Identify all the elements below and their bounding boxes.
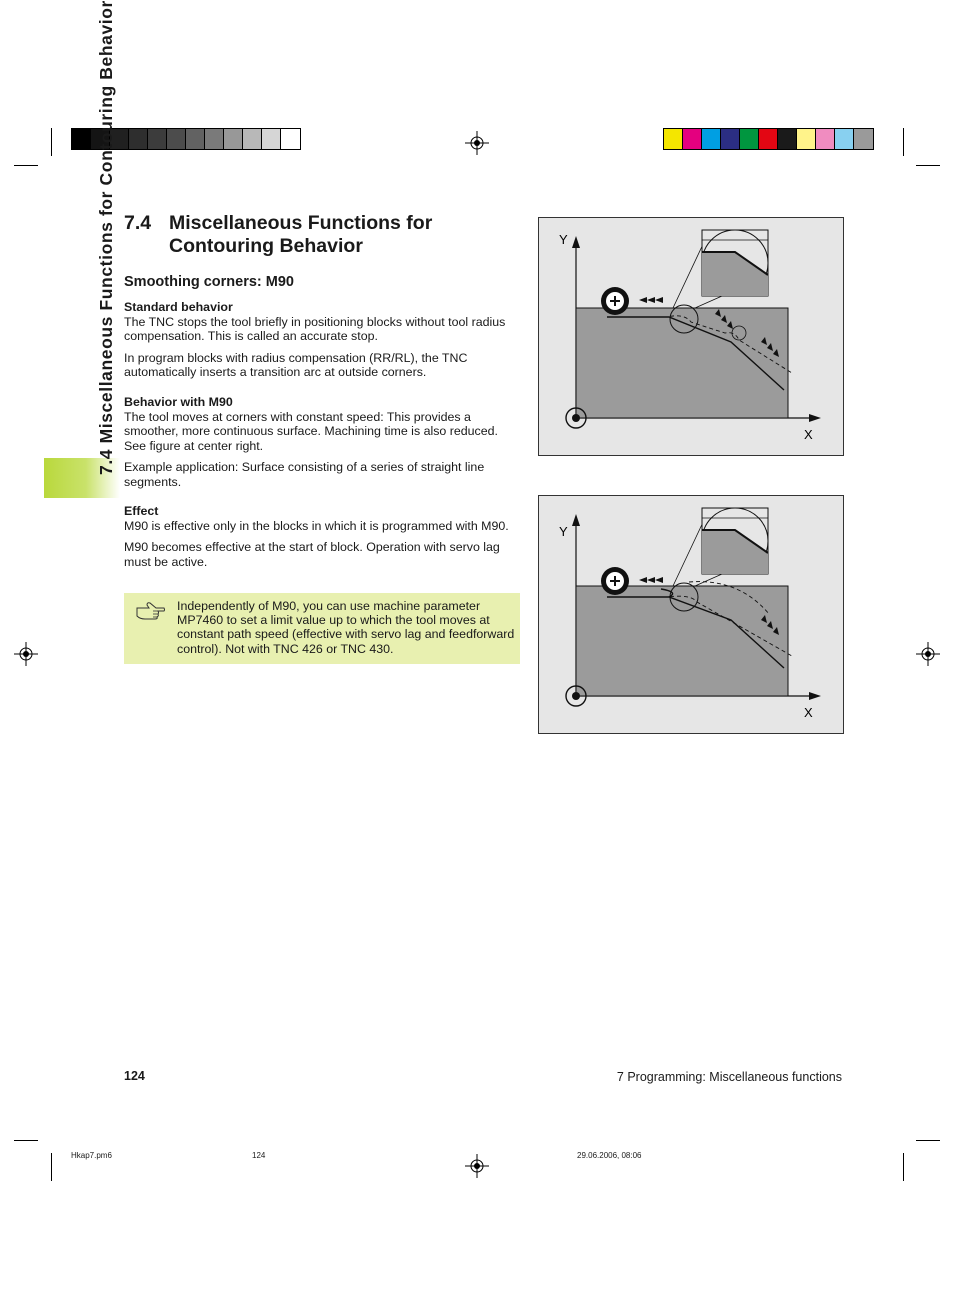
paragraph: M90 becomes effective at the start of block. Operation with servo lag must be active.: [124, 540, 500, 569]
x-axis-label: X: [804, 705, 813, 720]
crop-mark: [903, 128, 904, 156]
crop-mark: [916, 1140, 940, 1141]
color-swatch: [243, 129, 262, 149]
crop-mark: [51, 128, 52, 156]
color-swatch: [740, 129, 759, 149]
m90-behavior-title: Behavior with M90: [124, 395, 233, 409]
paragraph: The tool moves at corners with constant speed: This provides a smoother, more continuous surface. Machining time is also reduced. See figure at center right.: [124, 409, 498, 453]
registration-mark-icon: [465, 1154, 489, 1178]
note-text: Independently of M90, you can use machine parameter MP7460 to set a limit value up to which the tool moves at constant path speed (effective with servo lag and feedforward control). Not with TNC 426 or TNC 430.: [177, 599, 515, 656]
standard-behavior-title: Standard behavior: [124, 300, 233, 314]
paragraph: In program blocks with radius compensation (RR/RL), the TNC automatically inserts a transition arc at outside corners.: [124, 350, 468, 380]
paragraph: Example application: Surface consisting of a series of straight line segments.: [124, 460, 485, 489]
registration-mark-icon: [916, 642, 940, 666]
note-box: [124, 593, 520, 664]
color-swatch: [167, 129, 186, 149]
side-section-title: 7.4 Miscellaneous Functions for Contouring Behavior: [96, 0, 116, 475]
effect-title: Effect: [124, 504, 159, 518]
color-swatch: [721, 129, 740, 149]
standard-behavior-section: [124, 300, 519, 380]
paragraph: M90 is effective only in the blocks in which it is programmed with M90.: [124, 518, 509, 533]
color-swatch: [797, 129, 816, 149]
color-swatch: [224, 129, 243, 149]
m90-behavior-section: [124, 395, 519, 490]
paragraph: The TNC stops the tool briefly in positioning blocks without tool radius compensation. This is called an accurate stop.: [124, 314, 506, 344]
color-calibration-bar: [663, 128, 874, 150]
figure-standard-behavior: [538, 217, 844, 456]
section-number: 7.4: [124, 212, 152, 234]
x-axis-label: X: [804, 427, 813, 442]
crop-mark: [916, 165, 940, 166]
color-swatch: [816, 129, 835, 149]
effect-section: [124, 504, 519, 569]
crop-mark: [903, 1153, 904, 1181]
color-swatch: [778, 129, 797, 149]
crop-mark: [14, 165, 38, 166]
color-swatch: [759, 129, 778, 149]
color-swatch: [148, 129, 167, 149]
contour-diagram: [539, 496, 843, 733]
color-swatch: [835, 129, 854, 149]
crop-mark: [14, 1140, 38, 1141]
y-axis-label: Y: [559, 232, 568, 247]
chapter-footer: 7 Programming: Miscellaneous functions: [616, 1070, 842, 1084]
color-swatch: [186, 129, 205, 149]
color-swatch: [281, 129, 300, 149]
slug-page: 124: [252, 1151, 266, 1160]
subheading: Smoothing corners: M90: [124, 274, 294, 290]
registration-mark-icon: [14, 642, 38, 666]
contour-diagram: [539, 218, 843, 455]
registration-mark-icon: [465, 131, 489, 155]
color-swatch: [262, 129, 281, 149]
color-swatch: [854, 129, 873, 149]
color-swatch: [72, 129, 91, 149]
color-swatch: [683, 129, 702, 149]
y-axis-label: Y: [559, 524, 568, 539]
color-swatch: [702, 129, 721, 149]
slug-date: 29.06.2006, 08:06: [577, 1151, 642, 1160]
crop-mark: [51, 1153, 52, 1181]
figure-m90-behavior: [538, 495, 844, 734]
color-swatch: [129, 129, 148, 149]
heading-line-2: Contouring Behavior: [169, 235, 363, 257]
color-swatch: [205, 129, 224, 149]
slug-filename: Hkap7.pm6: [71, 1151, 112, 1160]
pointing-hand-icon: [136, 599, 166, 621]
heading-line-1: Miscellaneous Functions for: [169, 212, 433, 234]
section-heading: [124, 212, 432, 258]
color-swatch: [664, 129, 683, 149]
page-number: 124: [124, 1069, 145, 1083]
